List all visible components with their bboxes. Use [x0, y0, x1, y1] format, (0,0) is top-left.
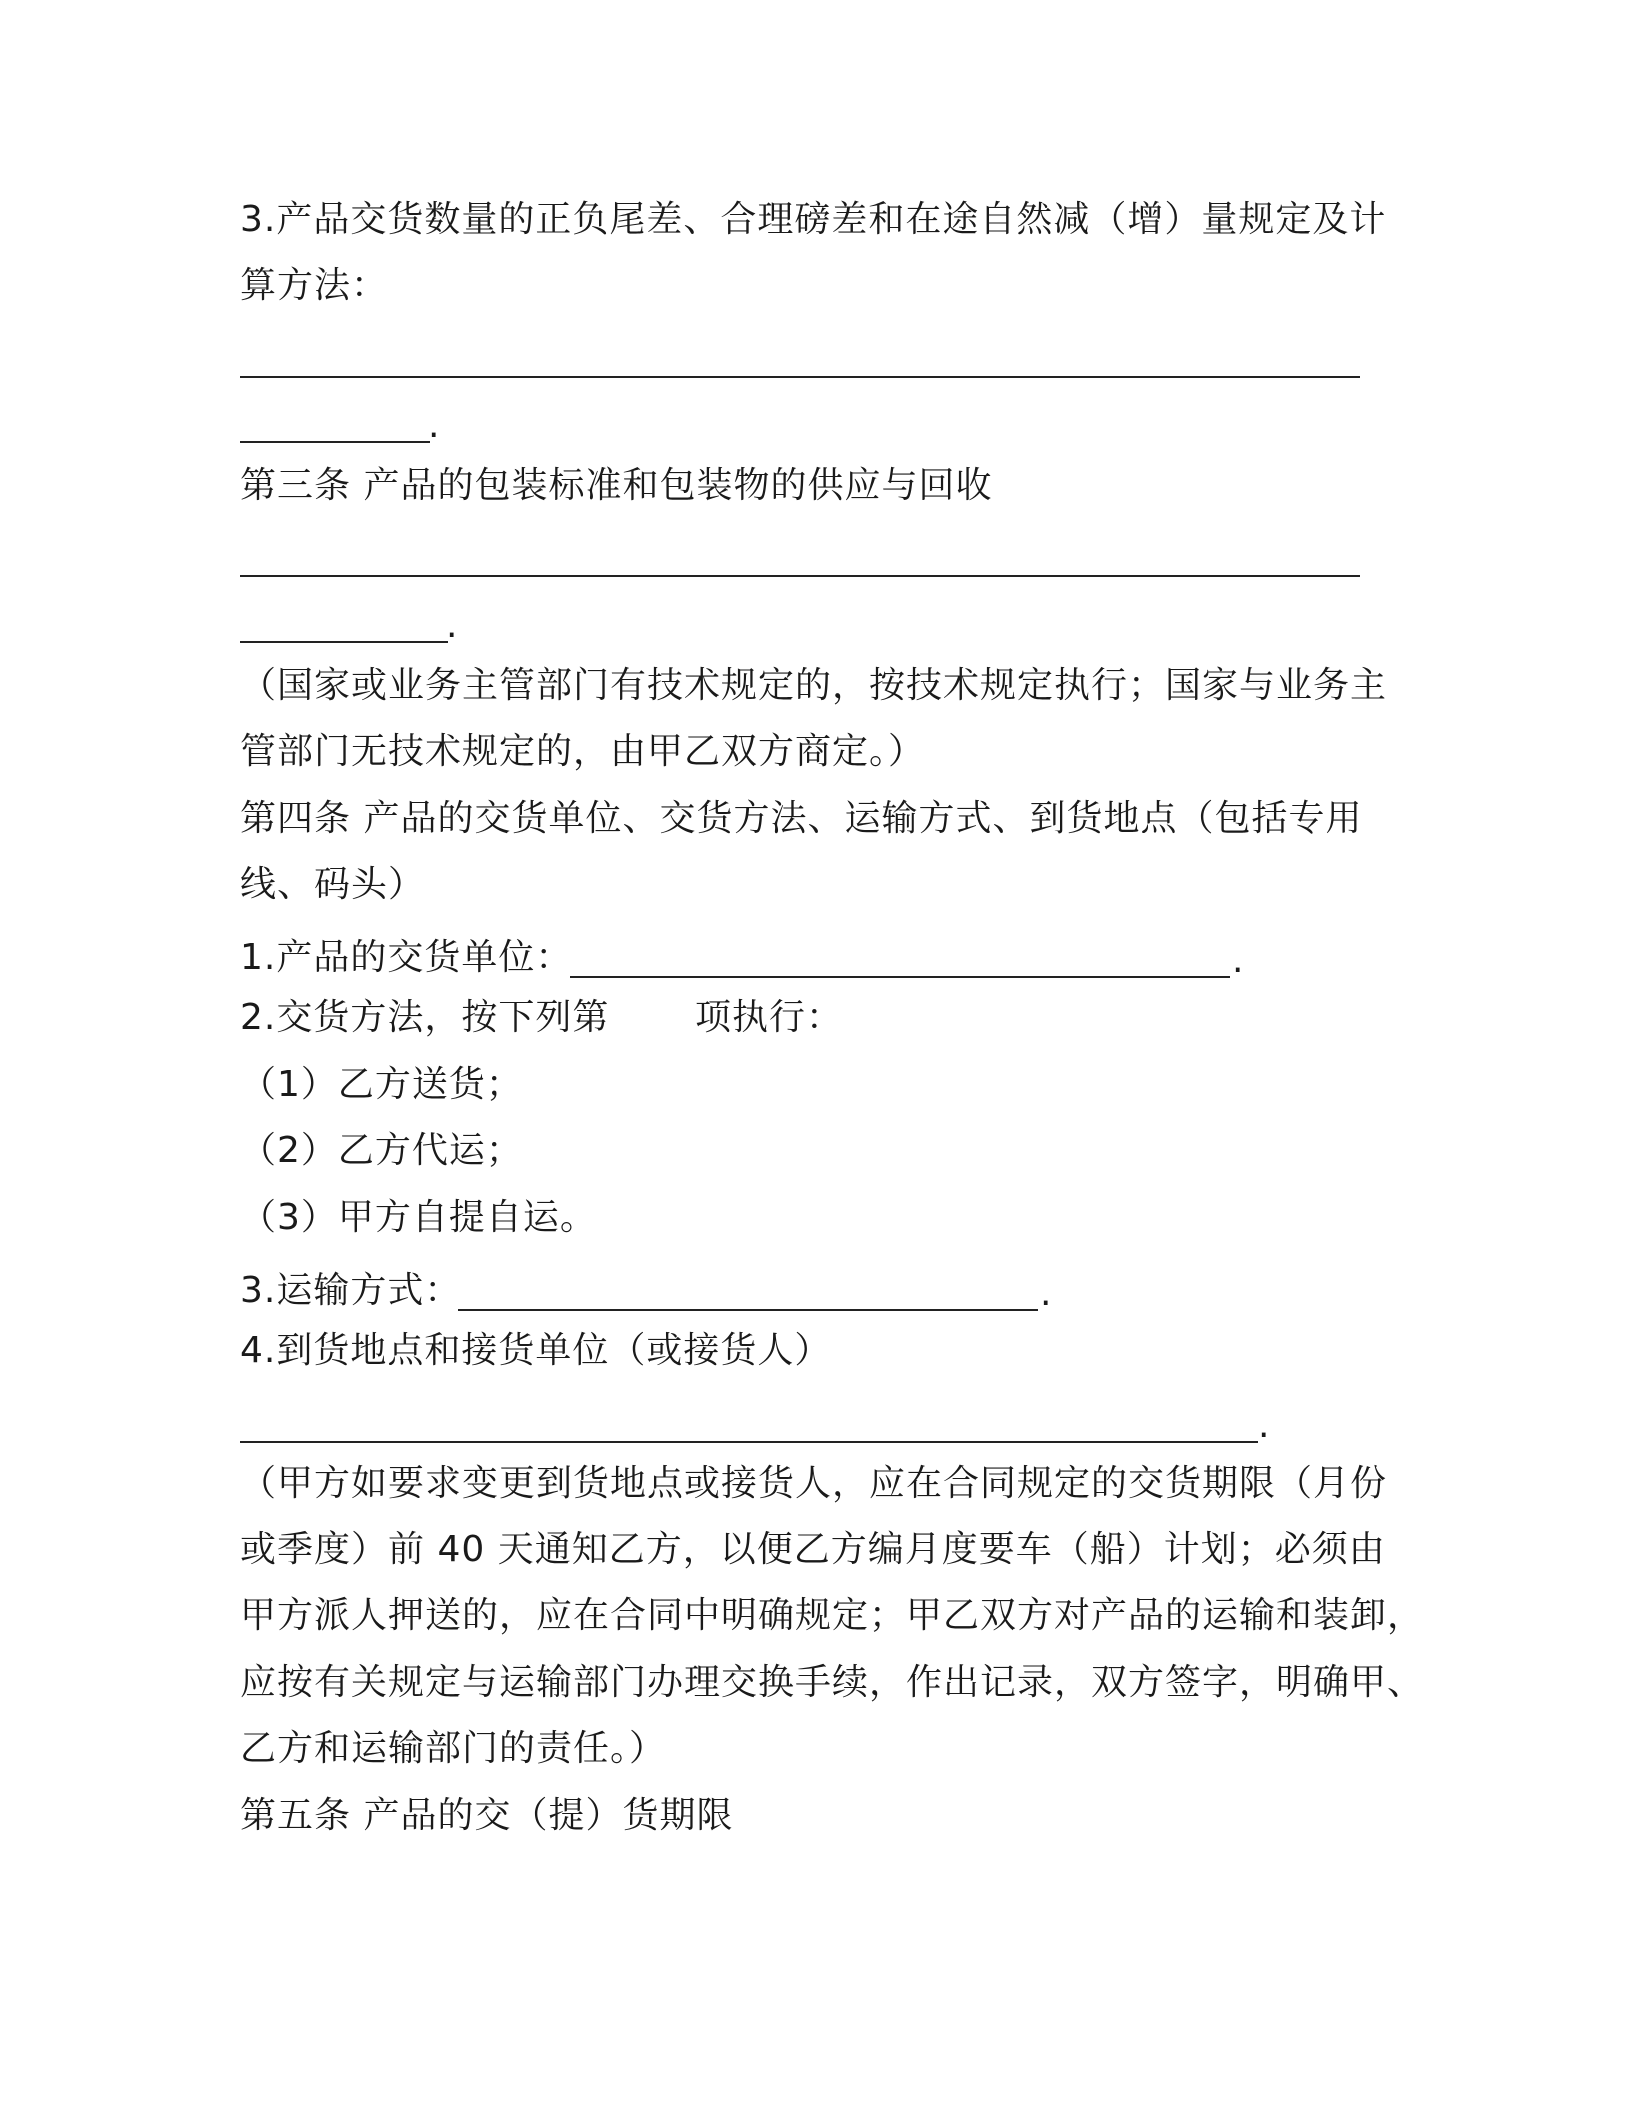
blank-line-delivery-unit: [570, 976, 1230, 978]
item3-line1: 3.产品交货数量的正负尾差、合理磅差和在途自然减（增）量规定及计: [240, 199, 1387, 240]
article4-title-line2: 线、码头）: [240, 864, 426, 905]
article4-title-line1: 第四条 产品的交货单位、交货方法、运输方式、到货地点（包括专用: [240, 798, 1363, 839]
blank-end-period: .: [1232, 940, 1244, 981]
blank-end-period: .: [446, 605, 458, 646]
blank-line-transport: [458, 1309, 1038, 1311]
blank-line-destination: [240, 1441, 1258, 1443]
note2-line2: 或季度）前 40 天通知乙方，以便乙方编月度要车（船）计划；必须由: [240, 1529, 1386, 1570]
note2-line1: （甲方如要求变更到货地点或接货人，应在合同规定的交货期限（月份: [240, 1463, 1388, 1504]
item4-2-part2: 项执行：: [695, 997, 844, 1038]
blank-end-period: .: [428, 405, 440, 446]
blank-line-article3-b: [240, 641, 448, 643]
item4-2-part1: 2.交货方法，按下列第: [240, 997, 610, 1038]
note2-line5: 乙方和运输部门的责任。）: [240, 1728, 667, 1769]
article5-title: 第五条 产品的交（提）货期限: [240, 1795, 734, 1836]
option-3: （3）甲方自提自运。: [240, 1197, 597, 1238]
note2-line4: 应按有关规定与运输部门办理交换手续，作出记录，双方签字，明确甲、: [240, 1662, 1425, 1703]
option-2: （2）乙方代运；: [240, 1130, 523, 1171]
blank-end-period: .: [1040, 1273, 1052, 1314]
blank-line-article3-a: [240, 575, 1360, 577]
item3-line2: 算方法：: [240, 265, 389, 306]
item4-4-label: 4.到货地点和接货单位（或接货人）: [240, 1330, 832, 1371]
article3-title: 第三条 产品的包装标准和包装物的供应与回收: [240, 465, 993, 506]
note1-line2: 管部门无技术规定的，由甲乙双方商定。）: [240, 731, 926, 772]
blank-line-item3-a: [240, 376, 1360, 378]
note2-line3: 甲方派人押送的，应在合同中明确规定；甲乙双方对产品的运输和装卸，: [240, 1595, 1425, 1636]
blank-end-period: .: [1258, 1405, 1270, 1446]
note1-line1: （国家或业务主管部门有技术规定的，按技术规定执行；国家与业务主: [240, 665, 1388, 706]
item4-1-label: 1.产品的交货单位：: [240, 937, 573, 978]
blank-line-item3-b: [240, 441, 430, 443]
option-1: （1）乙方送货；: [240, 1064, 523, 1105]
item4-3-label: 3.运输方式：: [240, 1270, 462, 1311]
